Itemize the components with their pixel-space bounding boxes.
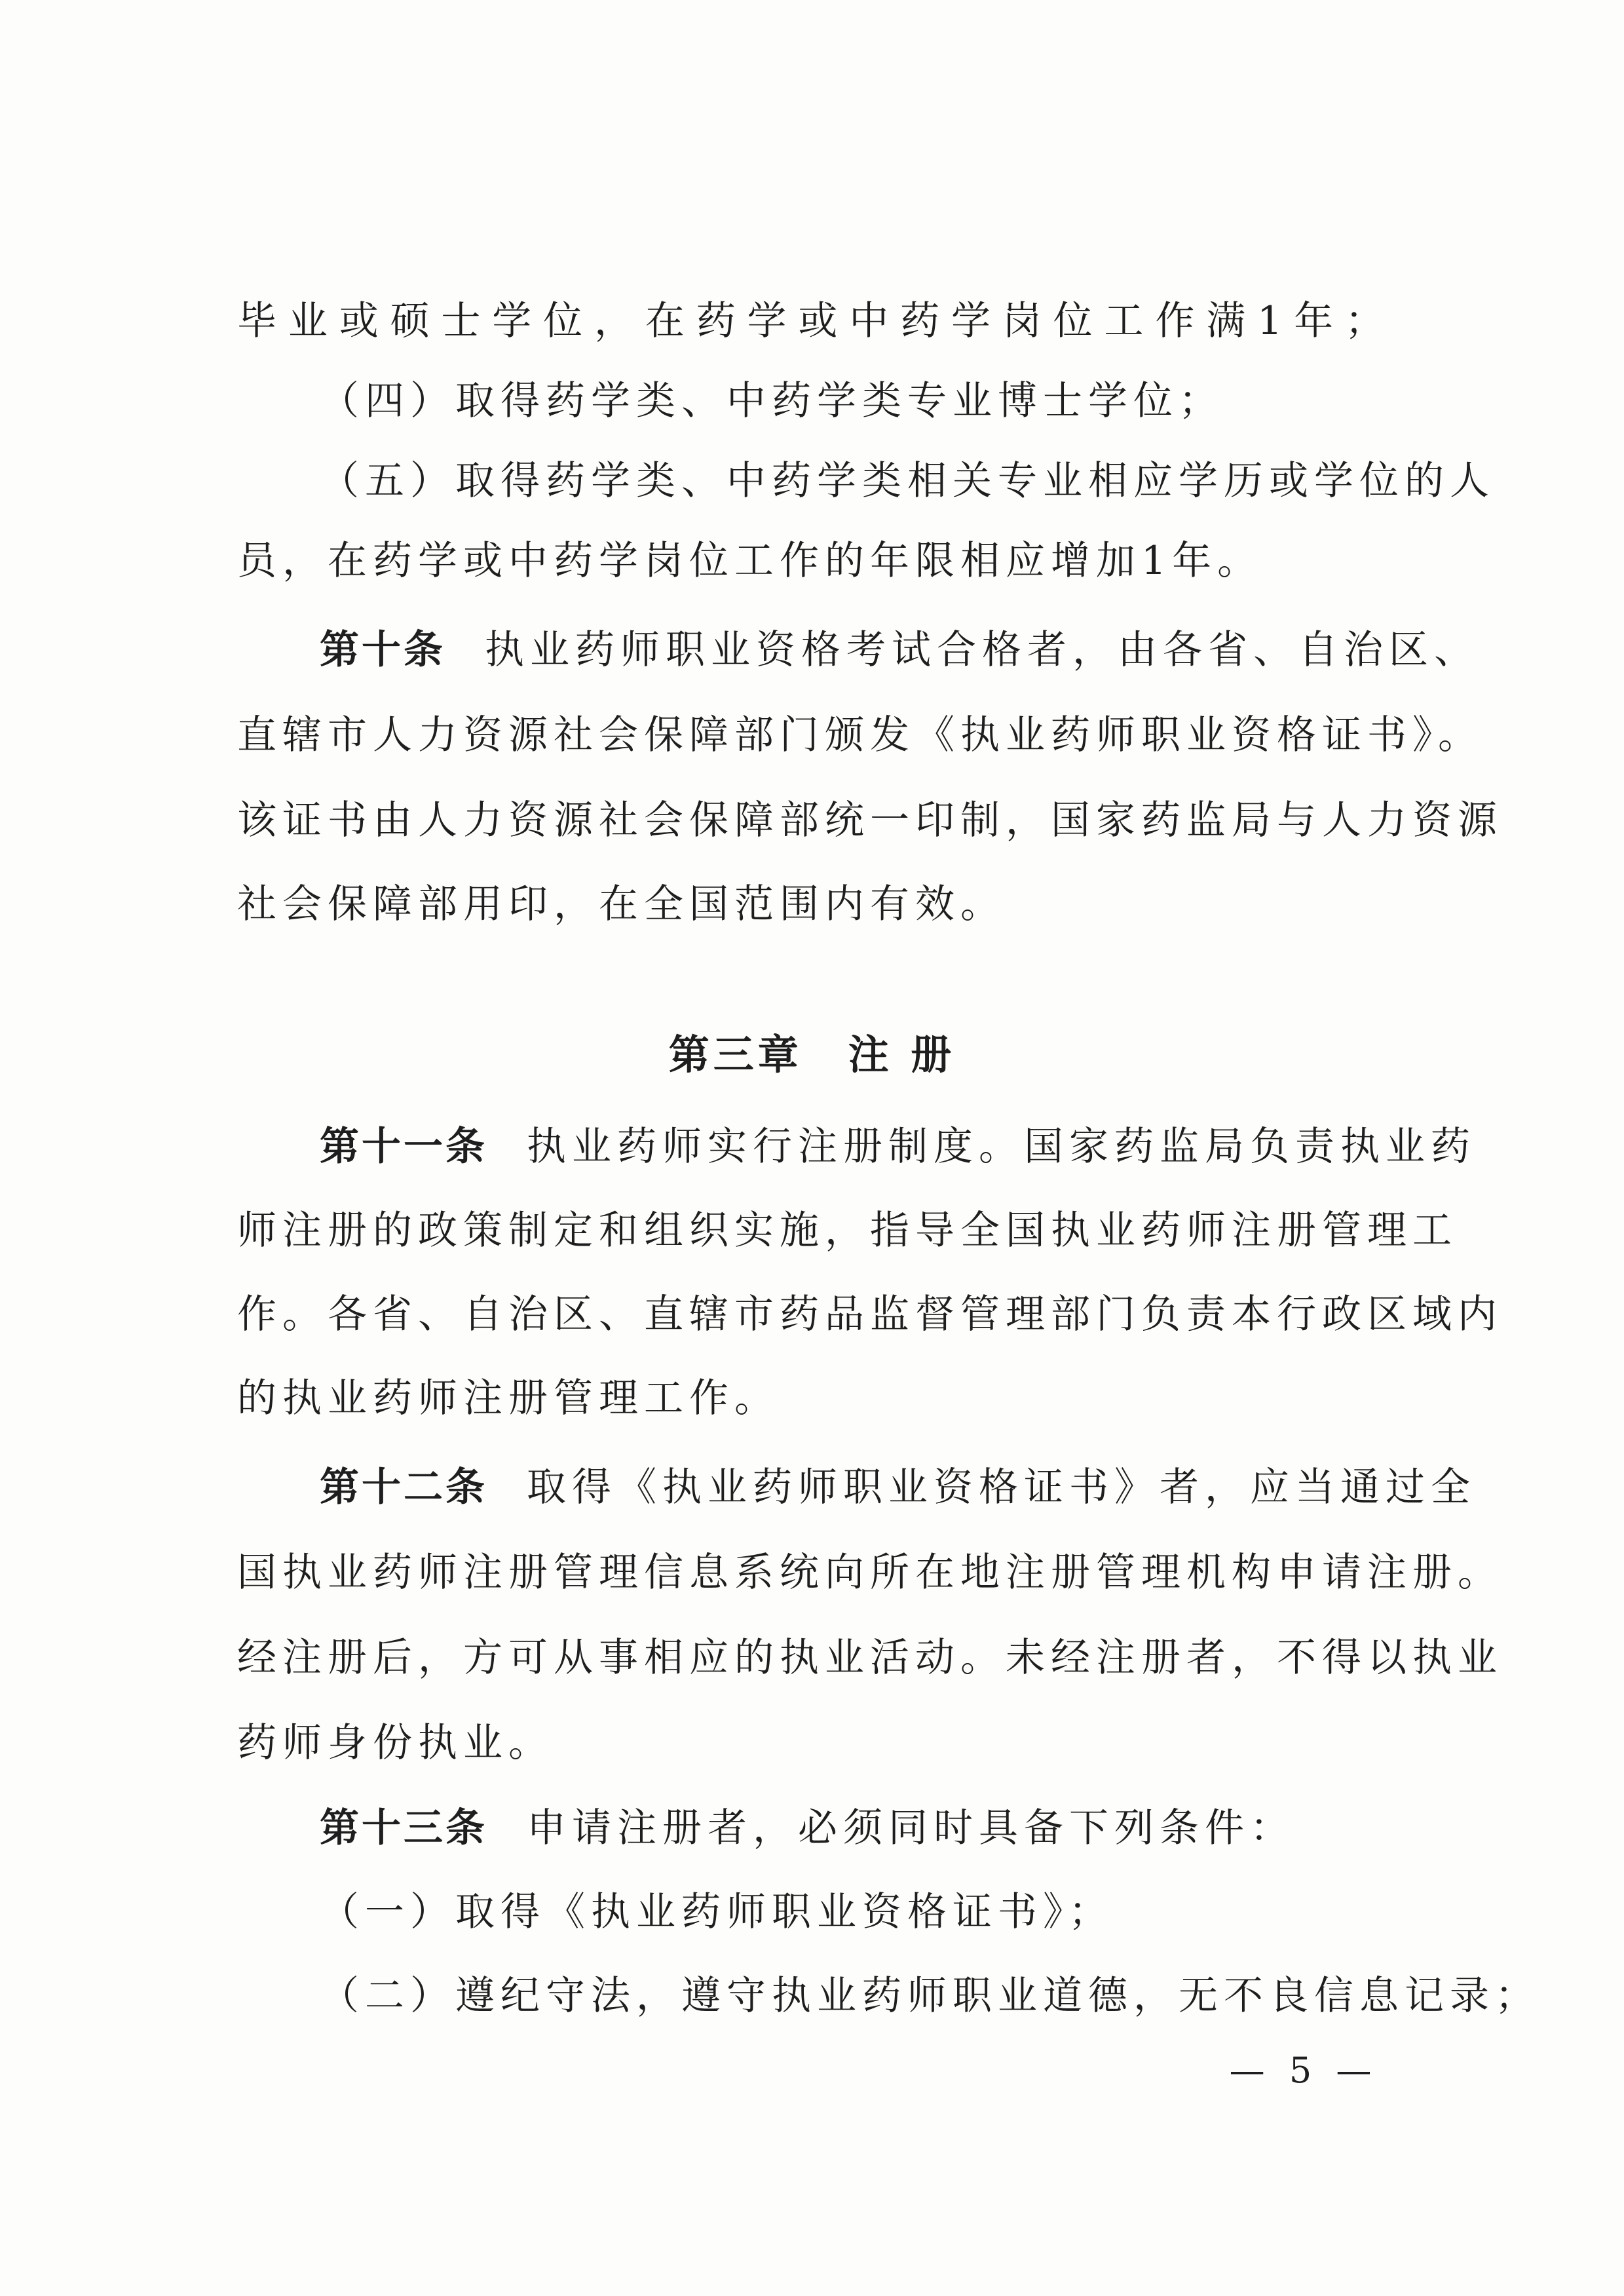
line-text: 员，在药学或中药学岗位工作的年限相应增加1年。 — [237, 538, 1263, 584]
chapter-heading — [0, 1009, 1624, 1101]
paragraph-line — [237, 1527, 1503, 1618]
line-text: 直辖市人力资源社会保障部门颁发《执业药师职业资格证书》。 — [237, 712, 1483, 758]
article-12-line — [320, 1442, 1476, 1533]
paragraph-line — [237, 1269, 1503, 1360]
line-text: 师注册的政策制定和组织实施，指导全国执业药师注册管理工 — [237, 1208, 1458, 1253]
paragraph-line — [237, 775, 1503, 866]
paragraph-line — [237, 1612, 1503, 1704]
line-text: 该证书由人力资源社会保障部统一印制，国家药监局与人力资源 — [237, 797, 1503, 843]
article-10-line — [320, 604, 1479, 696]
chapter-title: 注 册 — [848, 1031, 956, 1079]
article-10-heading: 第十条 — [320, 627, 445, 673]
line-text: 申请注册者，必须同时具备下列条件： — [527, 1805, 1295, 1851]
line-text: 社会保障部用印，在全国范围内有效。 — [237, 881, 1006, 927]
article-13-heading: 第十三条 — [320, 1805, 487, 1851]
line-text: 经注册后，方可从事相应的执业活动。未经注册者，不得以执业 — [237, 1635, 1503, 1681]
line-text: 毕业或硕士学位，在药学或中药学岗位工作满1年； — [237, 298, 1390, 344]
article-11-heading: 第十一条 — [320, 1124, 487, 1170]
page-number: — 5 — — [1229, 2050, 1378, 2091]
list-item-2 — [320, 1950, 1540, 2042]
chapter-number: 第三章 — [668, 1031, 803, 1079]
line-text: 作。各省、自治区、直辖市药品监督管理部门负责本行政区域内 — [237, 1292, 1503, 1337]
line-text: 国执业药师注册管理信息系统向所在地注册管理机构申请注册。 — [237, 1550, 1503, 1596]
paragraph-line — [237, 275, 1390, 367]
list-item-4 — [320, 355, 1390, 447]
article-13-line — [320, 1782, 1390, 1874]
line-text: 执业药师实行注册制度。国家药监局负责执业药 — [527, 1124, 1476, 1170]
paragraph-line — [237, 1185, 1458, 1276]
line-text: （二）遵纪守法，遵守执业药师职业道德，无不良信息记录； — [320, 1973, 1540, 2019]
line-text: （一）取得《执业药师职业资格证书》； — [320, 1889, 1114, 1935]
line-text: 执业药师职业资格考试合格者，由各省、自治区、 — [485, 627, 1479, 673]
line-text: （五）取得药学类、中药学类相关专业相应学历或学位的人 — [320, 458, 1495, 504]
article-12-heading: 第十二条 — [320, 1464, 487, 1510]
paragraph-line — [237, 689, 1483, 781]
line-text: 药师身份执业。 — [237, 1720, 554, 1766]
paragraph-line — [237, 1352, 1390, 1444]
article-11-line — [320, 1101, 1476, 1193]
line-text: 取得《执业药师职业资格证书》者，应当通过全 — [527, 1464, 1476, 1510]
list-item-1 — [320, 1866, 1390, 1958]
list-item-5 — [320, 435, 1495, 527]
paragraph-line — [237, 1697, 1390, 1789]
paragraph-line — [237, 515, 1390, 607]
paragraph-line — [237, 858, 1390, 950]
line-text: 的执业药师注册管理工作。 — [237, 1375, 780, 1421]
line-text: （四）取得药学类、中药学类专业博士学位； — [320, 378, 1224, 424]
